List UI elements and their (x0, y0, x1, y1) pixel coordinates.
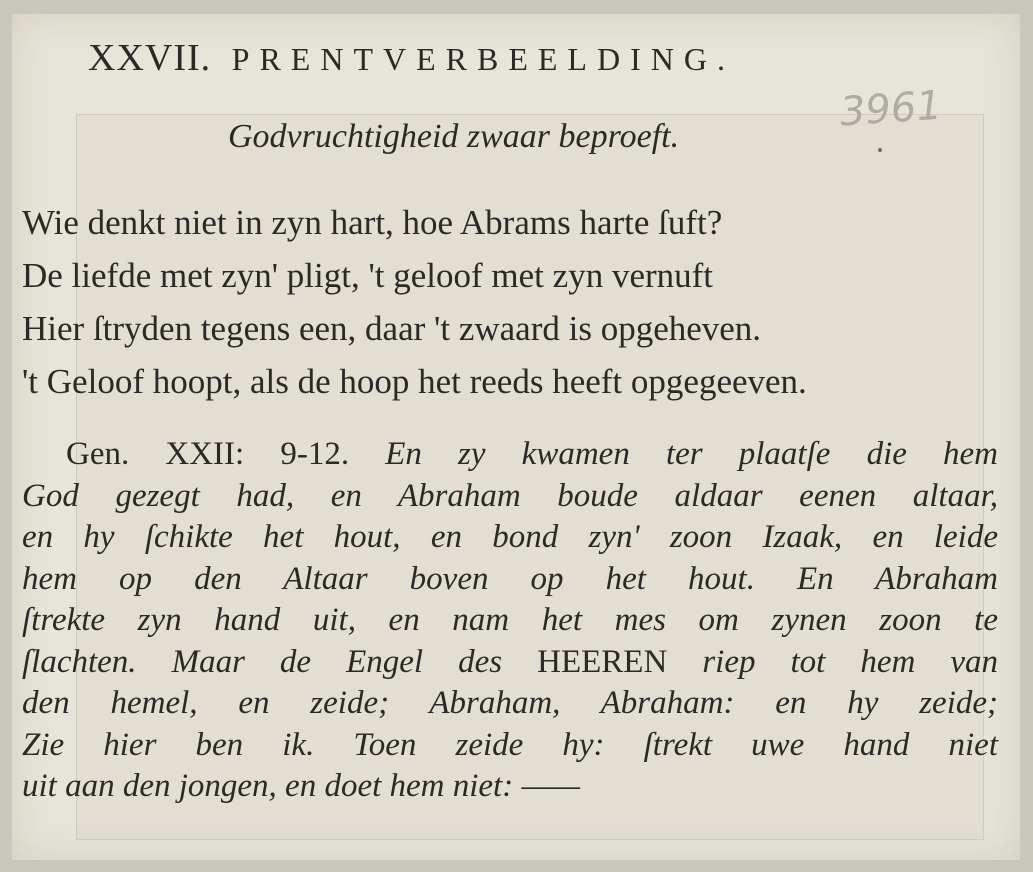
scripture-block (22, 434, 998, 808)
scripture-line: ſtrekte zyn hand uit, en nam het mes om zynen zoon te (22, 602, 998, 638)
scripture-line: Gen. XXII: 9-12. En zy kwamen ter plaatſe die hem (66, 436, 999, 472)
scripture-line: ſlachten. Maar de Engel des HEEREN riep tot hem van (22, 643, 999, 680)
scripture-line: Zie hier ben ik. Toen zeide hy: ſtrekt uwe hand niet (22, 726, 998, 763)
verse-line: De liefde met zyn' pligt, 't geloof met zyn vernuft (22, 256, 714, 295)
scripture-line: God gezegt had, en Abraham boude aldaar eenen altaar, (22, 477, 998, 514)
ink-dot (878, 148, 882, 152)
verse-block (22, 196, 807, 408)
scripture-line: uit aan den jongen, en doet hem niet: —— (22, 768, 581, 804)
verse-line: Wie denkt niet in zyn hart, hoe Abrams harte ſuft? (22, 203, 723, 242)
handwritten-number: 3961 (838, 82, 944, 136)
verse-line: 't Geloof hoopt, als de hoop het reeds heeft opgegeeven. (22, 362, 807, 401)
verse-line: Hier ſtryden tegens een, daar 't zwaard is opgeheven. (22, 309, 762, 348)
heeren-word: HEEREN (537, 643, 668, 680)
scripture-line: den hemel, en zeide; Abraham, Abraham: en hy zeide; (22, 685, 998, 721)
heading-number: XXVII. (88, 37, 212, 79)
heading-title: PRENTVERBEELDING. (231, 41, 735, 77)
scripture-line: hem op den Altaar boven op het hout. En Abraham (22, 560, 998, 597)
scripture-line: en hy ſchikte het hout, en bond zyn' zoon Izaak, en leide (22, 519, 998, 555)
subtitle: Godvruchtigheid zwaar beproeft. (228, 118, 680, 155)
scripture-reference: Gen. XXII: 9-12. (66, 436, 350, 472)
page-heading (88, 36, 735, 80)
